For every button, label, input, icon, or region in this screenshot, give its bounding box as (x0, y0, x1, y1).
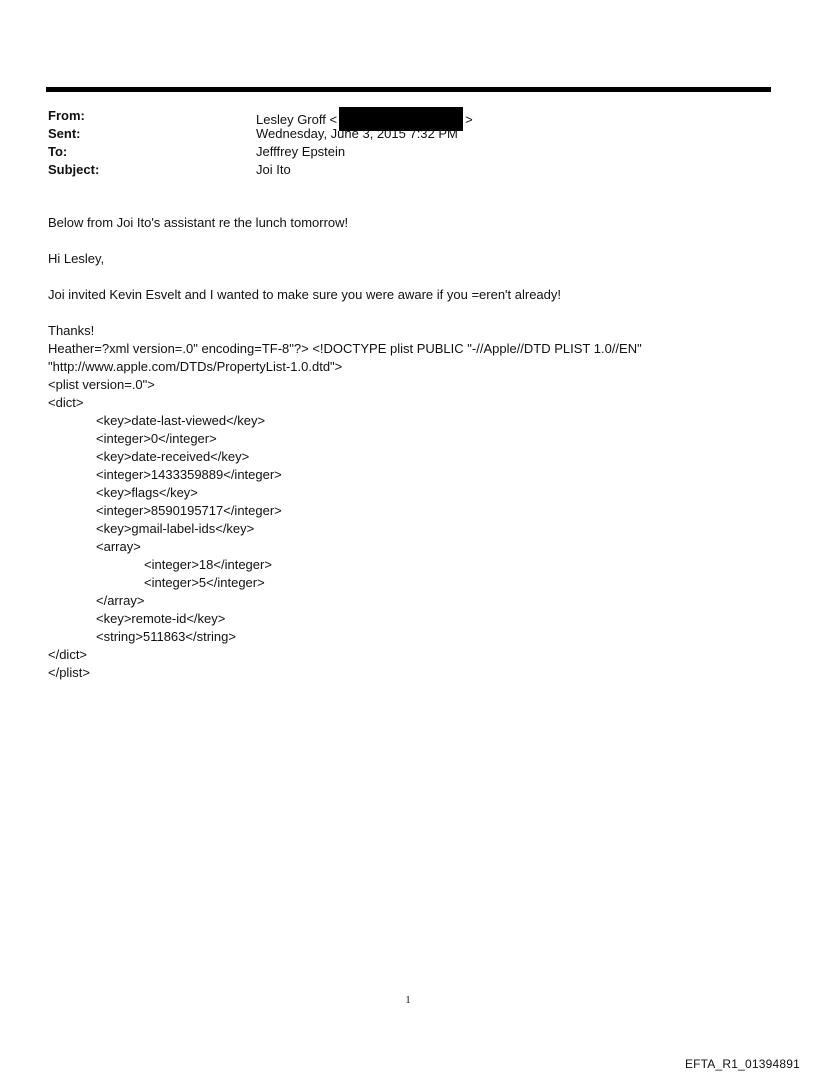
greeting-text: Hi Lesley, (48, 251, 105, 266)
intro-text: Below from Joi Ito's assistant re the lunch tomorrow! (48, 215, 349, 230)
plist-line: <key>flags</key> (96, 485, 198, 500)
plist-line: <plist version=.0"> (48, 377, 155, 392)
plist-line: <integer>8590195717</integer> (96, 503, 282, 518)
from-label: From: (48, 108, 85, 123)
email-header (48, 107, 748, 179)
plist-line: <integer>1433359889</integer> (96, 467, 282, 482)
plist-line: <dict> (48, 395, 84, 410)
sender-email-close: > (465, 112, 473, 127)
page-number: 1 (405, 994, 411, 1006)
sender-name: Lesley Groff < (256, 112, 338, 127)
plist-line: <integer>18</integer> (144, 557, 272, 572)
from-row (48, 107, 748, 125)
plist-line: </array> (96, 593, 145, 608)
to-row (48, 143, 748, 161)
plist-line: <key>date-received</key> (96, 449, 250, 464)
document-id: EFTA_R1_01394891 (684, 1057, 800, 1071)
email-body (48, 214, 773, 682)
thanks-text: Thanks! (48, 323, 95, 338)
sent-label: Sent: (48, 126, 81, 141)
plist-line: <integer>0</integer> (96, 431, 217, 446)
plist-line: <integer>5</integer> (144, 575, 265, 590)
subject-value: Joi Ito (256, 162, 291, 177)
plist-line: <key>remote-id</key> (96, 611, 226, 626)
plist-line: </dict> (48, 647, 88, 662)
subject-label: Subject: (48, 162, 100, 177)
sent-row (48, 125, 748, 143)
to-label: To: (48, 144, 68, 159)
to-value: Jefffrey Epstein (256, 144, 346, 159)
sent-value: Wednesday, June 3, 2015 7:32 PM (256, 126, 458, 141)
plist-line: "http://www.apple.com/DTDs/PropertyList-1.0.dtd"> (48, 359, 343, 374)
plist-line: <key>gmail-label-ids</key> (96, 521, 255, 536)
header-divider (46, 87, 771, 92)
plist-line: <key>date-last-viewed</key> (96, 413, 266, 428)
message-text: Joi invited Kevin Esvelt and I wanted to make sure you were aware if you =eren't already! (48, 287, 562, 302)
plist-line: <array> (96, 539, 141, 554)
plist-line: Heather=?xml version=.0" encoding=TF-8"?> <!DOCTYPE plist PUBLIC "-//Apple//DTD PLIST 1.0//EN" (48, 341, 642, 356)
plist-line: </plist> (48, 665, 90, 680)
subject-row (48, 161, 748, 179)
plist-line: <string>511863</string> (96, 629, 236, 644)
